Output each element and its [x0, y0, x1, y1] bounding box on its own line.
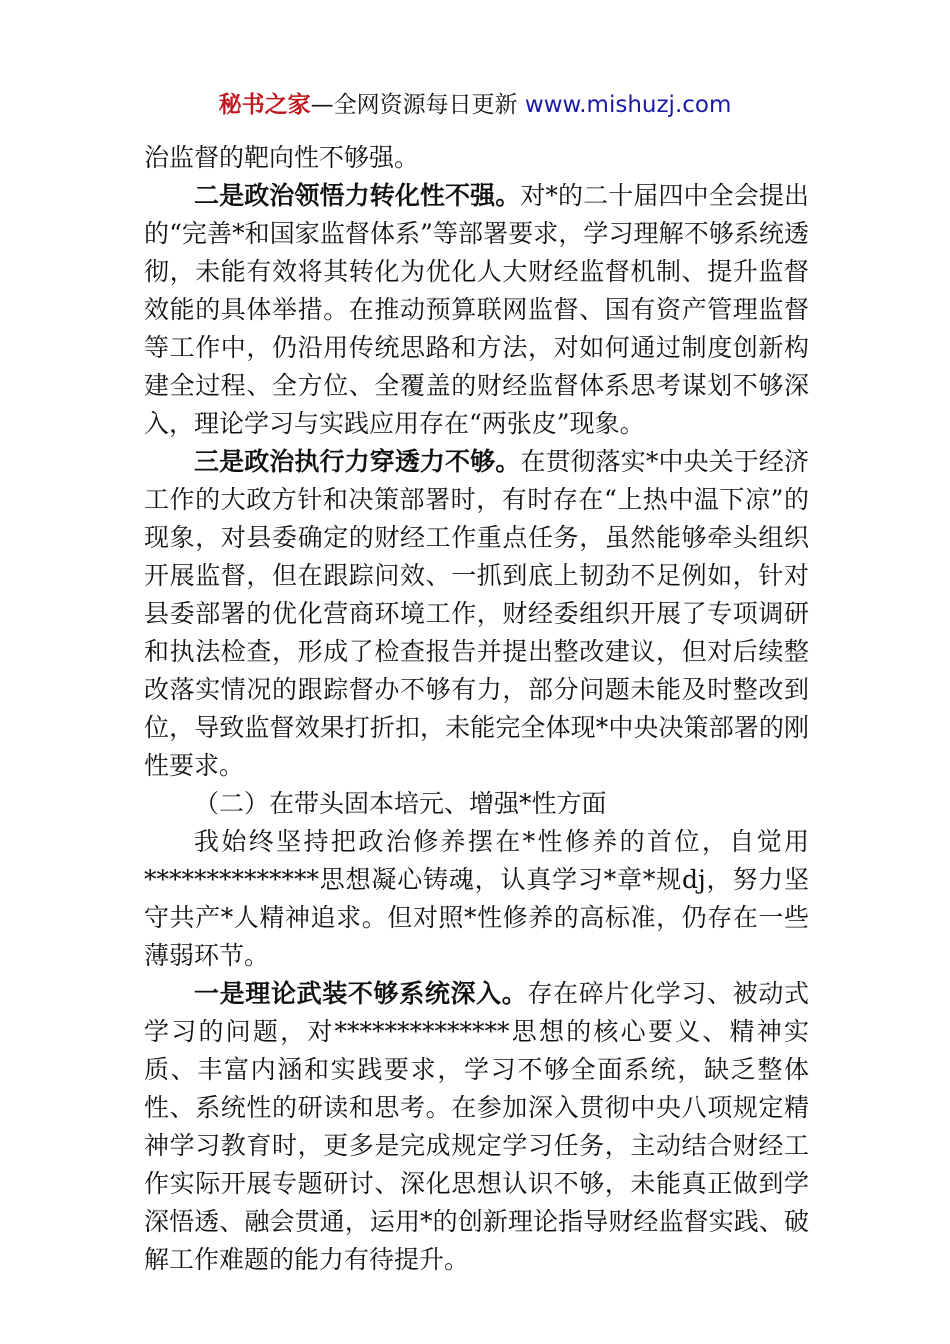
paragraph-continuation	[144, 139, 809, 177]
paragraph-point-2	[144, 177, 809, 443]
paragraph-text: 存在碎片化学习、被动式学习的问题，对**************思想的核心要义、精神实质、丰富内涵和实践要求，学习不够全面系统，缺乏整体性、系统性的研读和思考。在参加深入贯彻中央八项规定精神学习教育时，更多是完成规定学习任务，主动结合财经工作实际开展专题研讨、深化思想认识不够，未能真正做到学深悟透、融会贯通，运用*的创新理论指导财经监督实践、破解工作难题的能力有待提升。	[144, 979, 809, 1274]
paragraph-point-1	[144, 975, 809, 1279]
paragraph-lead: 二是政治领悟力转化性不强。	[194, 181, 521, 210]
document-body	[144, 139, 809, 1279]
paragraph-point-3	[144, 443, 809, 785]
paragraph-lead: 一是理论武装不够系统深入。	[194, 979, 528, 1008]
paragraph-text: 对*的二十届四中全会提出的“完善*和国家监督体系”等部署要求，学习理解不够系统透彻，未能有效将其转化为优化人大财经监督机制、提升监督效能的具体举措。在推动预算联网监督、国有资产管理监督等工作中，仍沿用传统思路和方法，对如何通过制度创新构建全过程、全方位、全覆盖的财经监督体系思考谋划不够深入，理论学习与实践应用存在“两张皮”现象。	[144, 181, 809, 438]
header-tagline: —全网资源每日更新	[310, 92, 518, 118]
page-header	[0, 88, 950, 122]
section-heading-text: （二）在带头固本培元、增强*性方面	[194, 789, 607, 818]
paragraph-text: 治监督的靶向性不够强。	[144, 143, 420, 172]
paragraph-intro	[144, 823, 809, 975]
header-brand: 秘书之家	[218, 92, 311, 118]
paragraph-text: 在贯彻落实*中央关于经济工作的大政方针和决策部署时，有时存在“上热中温下凉”的现象，对县委确定的财经工作重点任务，虽然能够牵头组织开展监督，但在跟踪问效、一抓到底上韧劲不足例如，针对县委部署的优化营商环境工作，财经委组织开展了专项调研和执法检查，形成了检查报告并提出整改建议，但对后续整改落实情况的跟踪督办不够有力，部分问题未能及时整改到位，导致监督效果打折扣，未能完全体现*中央决策部署的刚性要求。	[144, 447, 809, 780]
header-url: www.mishuzj.com	[524, 92, 732, 118]
section-heading	[144, 785, 809, 823]
paragraph-lead: 三是政治执行力穿透力不够。	[194, 447, 521, 476]
paragraph-text: 我始终坚持把政治修养摆在*性修养的首位，自觉用**************思想凝心铸魂，认真学习*章*规dj，努力坚守共产*人精神追求。但对照*性修养的高标准，仍存在一些薄弱环节。	[144, 827, 809, 970]
